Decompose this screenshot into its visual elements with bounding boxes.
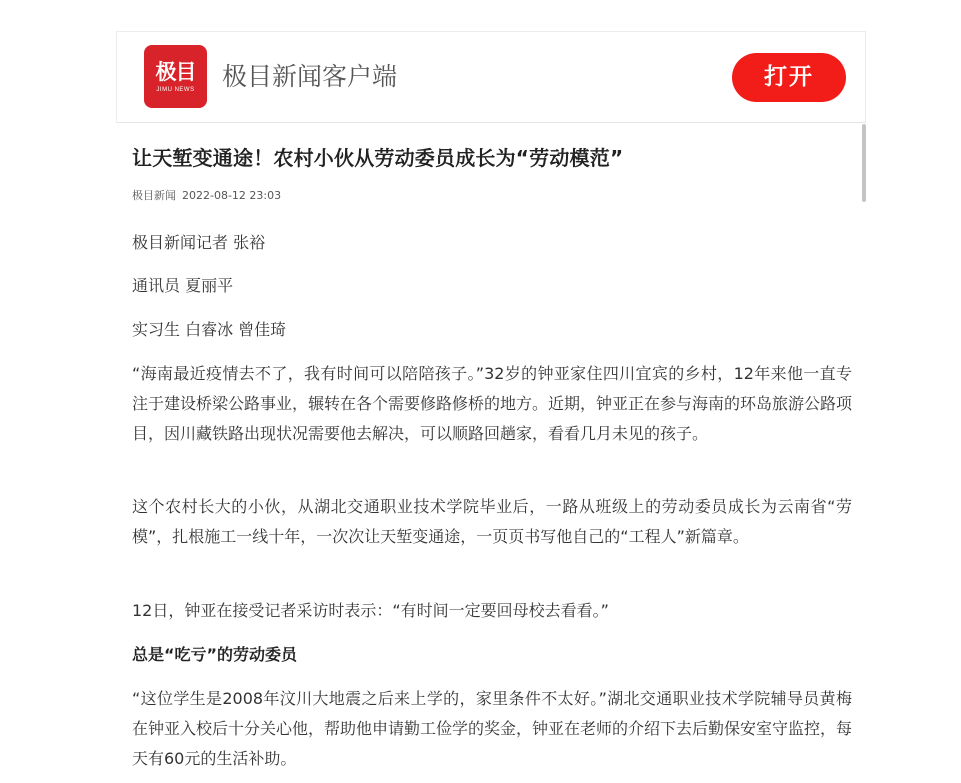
app-name: 极目新闻客户端: [222, 62, 398, 91]
article-paragraph: “这位学生是2008年汶川大地震之后来上学的，家里条件不太好。”湖北交通职业技术学院辅导员黄梅在钟亚入校后十分关心他，帮助他申请勤工俭学的奖金，钟亚在老师的介绍下去后勤保安室守监控，每天有60元的生活补助。: [132, 689, 853, 768]
article-paragraph: 12日，钟亚在接受记者采访时表示：“有时间一定要回母校去看看。”: [132, 601, 609, 620]
article-meta: [132, 188, 852, 204]
logo-subtext: JIMU NEWS: [156, 86, 195, 93]
correspondent-credit: 通讯员 夏丽平: [132, 276, 234, 295]
article-source: 极目新闻: [132, 189, 176, 202]
article-paragraph: “海南最近疫情去不了，我有时间可以陪陪孩子。”32岁的钟亚家住四川宜宾的乡村，12年来他一直专注于建设桥梁公路事业，辗转在各个需要修路修桥的地方。近期，钟亚正在参与海南的环岛旅游公路项目，因川藏铁路出现状况需要他去解决，可以顺路回趟家，看看几月未见的孩子。: [132, 364, 853, 443]
open-app-button[interactable]: 打开: [732, 53, 846, 102]
article-paragraph: 这个农村长大的小伙，从湖北交通职业技术学院毕业后，一路从班级上的劳动委员成长为云南省“劳模”，扎根施工一线十年，一次次让天堑变通途，一页页书写他自己的“工程人”新篇章。: [132, 497, 852, 546]
app-download-banner: [116, 31, 866, 123]
article-subheading: 总是“吃亏”的劳动委员: [132, 645, 298, 664]
scrollbar-thumb[interactable]: [862, 124, 866, 202]
article-title: 让天堑变通途！农村小伙从劳动委员成长为“劳动模范”: [132, 146, 624, 170]
article-time: 2022-08-12 23:03: [182, 189, 282, 202]
reporter-credit: 极目新闻记者 张裕: [132, 233, 266, 252]
intern-credit: 实习生 白睿冰 曾佳琦: [132, 320, 287, 339]
jimu-news-logo: [144, 45, 207, 108]
logo-text: 极目: [155, 58, 196, 84]
article: [132, 140, 853, 768]
